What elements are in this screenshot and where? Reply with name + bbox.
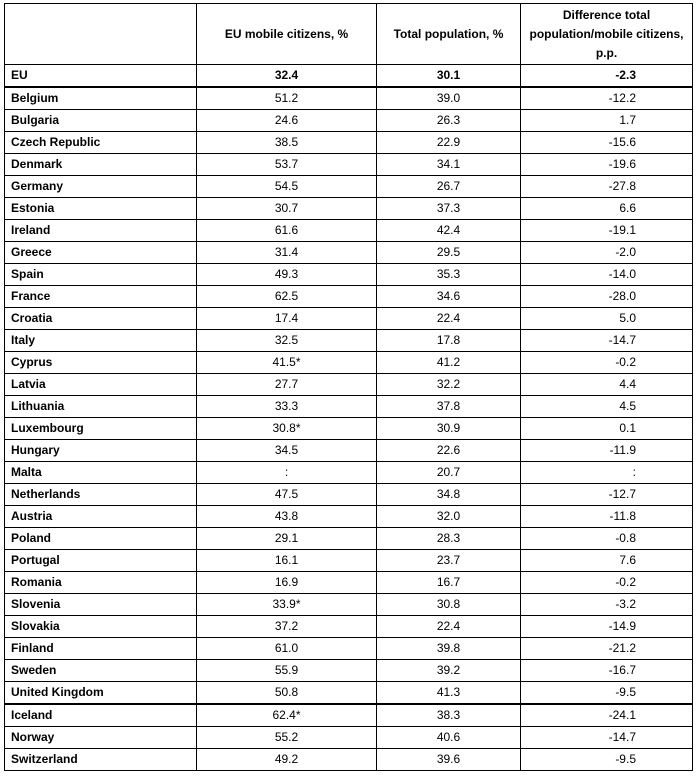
row-total-population: 37.3 <box>377 198 521 220</box>
row-country: Hungary <box>5 440 197 462</box>
header-mobile-citizens: EU mobile citizens, % <box>197 4 377 65</box>
row-country: EU <box>5 65 197 88</box>
row-difference: : <box>521 462 693 484</box>
row-difference: -14.7 <box>521 727 693 749</box>
row-difference: 4.5 <box>521 396 693 418</box>
table-row <box>5 286 693 308</box>
row-country: United Kingdom <box>5 682 197 705</box>
row-mobile-citizens: 50.8 <box>197 682 377 705</box>
row-country: Spain <box>5 264 197 286</box>
row-total-population: 38.3 <box>377 704 521 727</box>
row-difference: -3.2 <box>521 594 693 616</box>
header-country <box>5 4 197 65</box>
row-mobile-citizens: 53.7 <box>197 154 377 176</box>
row-country: Switzerland <box>5 749 197 771</box>
row-country: Croatia <box>5 308 197 330</box>
row-total-population: 22.9 <box>377 132 521 154</box>
row-country: Luxembourg <box>5 418 197 440</box>
row-total-population: 32.0 <box>377 506 521 528</box>
table-row <box>5 594 693 616</box>
row-mobile-citizens: 16.9 <box>197 572 377 594</box>
table-row <box>5 484 693 506</box>
row-total-population: 39.0 <box>377 87 521 110</box>
row-total-population: 34.8 <box>377 484 521 506</box>
row-total-population: 30.1 <box>377 65 521 88</box>
row-total-population: 34.6 <box>377 286 521 308</box>
table-row <box>5 462 693 484</box>
row-total-population: 41.2 <box>377 352 521 374</box>
row-difference: 5.0 <box>521 308 693 330</box>
row-country: Latvia <box>5 374 197 396</box>
row-difference: -2.3 <box>521 65 693 88</box>
row-total-population: 34.1 <box>377 154 521 176</box>
row-difference: -2.0 <box>521 242 693 264</box>
row-mobile-citizens: 37.2 <box>197 616 377 638</box>
row-country: Malta <box>5 462 197 484</box>
header-row <box>5 4 693 65</box>
row-difference: -12.2 <box>521 87 693 110</box>
row-mobile-citizens: 54.5 <box>197 176 377 198</box>
row-total-population: 40.6 <box>377 727 521 749</box>
table-row <box>5 638 693 660</box>
table-row <box>5 154 693 176</box>
table-row <box>5 418 693 440</box>
row-difference: -11.8 <box>521 506 693 528</box>
row-total-population: 22.6 <box>377 440 521 462</box>
row-mobile-citizens: 27.7 <box>197 374 377 396</box>
row-total-population: 23.7 <box>377 550 521 572</box>
row-country: Netherlands <box>5 484 197 506</box>
row-total-population: 41.3 <box>377 682 521 705</box>
row-country: Belgium <box>5 87 197 110</box>
row-mobile-citizens: 41.5* <box>197 352 377 374</box>
row-country: Italy <box>5 330 197 352</box>
row-difference: -0.8 <box>521 528 693 550</box>
row-difference: -0.2 <box>521 352 693 374</box>
row-mobile-citizens: 31.4 <box>197 242 377 264</box>
row-mobile-citizens: 61.6 <box>197 220 377 242</box>
table-row <box>5 198 693 220</box>
table-row <box>5 308 693 330</box>
row-country: Cyprus <box>5 352 197 374</box>
row-mobile-citizens: 49.3 <box>197 264 377 286</box>
table-header <box>5 4 693 65</box>
row-total-population: 37.8 <box>377 396 521 418</box>
table-row <box>5 550 693 572</box>
row-difference: -9.5 <box>521 749 693 771</box>
row-difference: -24.1 <box>521 704 693 727</box>
table-row <box>5 87 693 110</box>
row-total-population: 32.2 <box>377 374 521 396</box>
table-row <box>5 440 693 462</box>
row-difference: 0.1 <box>521 418 693 440</box>
row-country: Greece <box>5 242 197 264</box>
row-total-population: 39.6 <box>377 749 521 771</box>
row-country: Czech Republic <box>5 132 197 154</box>
row-mobile-citizens: 30.7 <box>197 198 377 220</box>
row-country: Finland <box>5 638 197 660</box>
table-row <box>5 374 693 396</box>
table-row <box>5 616 693 638</box>
table-row <box>5 242 693 264</box>
row-difference: -21.2 <box>521 638 693 660</box>
row-country: France <box>5 286 197 308</box>
row-difference: -14.7 <box>521 330 693 352</box>
table-row <box>5 682 693 705</box>
row-total-population: 26.7 <box>377 176 521 198</box>
row-mobile-citizens: 38.5 <box>197 132 377 154</box>
row-total-population: 42.4 <box>377 220 521 242</box>
row-country: Bulgaria <box>5 110 197 132</box>
row-total-population: 28.3 <box>377 528 521 550</box>
row-mobile-citizens: 43.8 <box>197 506 377 528</box>
row-mobile-citizens: 49.2 <box>197 749 377 771</box>
row-difference: -14.9 <box>521 616 693 638</box>
row-mobile-citizens: 62.4* <box>197 704 377 727</box>
row-country: Iceland <box>5 704 197 727</box>
row-mobile-citizens: 24.6 <box>197 110 377 132</box>
row-mobile-citizens: 55.2 <box>197 727 377 749</box>
row-total-population: 22.4 <box>377 616 521 638</box>
table-row <box>5 110 693 132</box>
row-mobile-citizens: 47.5 <box>197 484 377 506</box>
table-row <box>5 132 693 154</box>
row-difference: -19.6 <box>521 154 693 176</box>
row-total-population: 39.2 <box>377 660 521 682</box>
row-difference: 4.4 <box>521 374 693 396</box>
row-difference: -19.1 <box>521 220 693 242</box>
row-total-population: 30.9 <box>377 418 521 440</box>
row-mobile-citizens: 17.4 <box>197 308 377 330</box>
row-difference: -16.7 <box>521 660 693 682</box>
table-row <box>5 660 693 682</box>
row-country: Romania <box>5 572 197 594</box>
table-row <box>5 749 693 771</box>
row-mobile-citizens: 32.4 <box>197 65 377 88</box>
row-mobile-citizens: 33.9* <box>197 594 377 616</box>
table-row <box>5 396 693 418</box>
row-country: Germany <box>5 176 197 198</box>
row-country: Sweden <box>5 660 197 682</box>
row-mobile-citizens: 29.1 <box>197 528 377 550</box>
header-difference: Difference total population/mobile citizens, p.p. <box>521 4 693 65</box>
row-total-population: 39.8 <box>377 638 521 660</box>
row-mobile-citizens: 61.0 <box>197 638 377 660</box>
row-difference: 7.6 <box>521 550 693 572</box>
table-row <box>5 220 693 242</box>
row-mobile-citizens: 62.5 <box>197 286 377 308</box>
row-country: Slovenia <box>5 594 197 616</box>
row-country: Lithuania <box>5 396 197 418</box>
row-country: Slovakia <box>5 616 197 638</box>
table-row <box>5 727 693 749</box>
row-difference: -28.0 <box>521 286 693 308</box>
row-mobile-citizens: 16.1 <box>197 550 377 572</box>
table-row <box>5 506 693 528</box>
row-total-population: 16.7 <box>377 572 521 594</box>
row-mobile-citizens: 55.9 <box>197 660 377 682</box>
row-difference: -27.8 <box>521 176 693 198</box>
row-difference: -15.6 <box>521 132 693 154</box>
row-difference: 1.7 <box>521 110 693 132</box>
row-country: Poland <box>5 528 197 550</box>
row-total-population: 20.7 <box>377 462 521 484</box>
row-total-population: 30.8 <box>377 594 521 616</box>
table-row <box>5 264 693 286</box>
header-total-population: Total population, % <box>377 4 521 65</box>
table-row <box>5 352 693 374</box>
row-total-population: 29.5 <box>377 242 521 264</box>
table-row <box>5 528 693 550</box>
table-row <box>5 330 693 352</box>
row-mobile-citizens: : <box>197 462 377 484</box>
row-total-population: 35.3 <box>377 264 521 286</box>
row-difference: -12.7 <box>521 484 693 506</box>
row-country: Denmark <box>5 154 197 176</box>
row-country: Norway <box>5 727 197 749</box>
row-total-population: 17.8 <box>377 330 521 352</box>
row-mobile-citizens: 33.3 <box>197 396 377 418</box>
row-mobile-citizens: 30.8* <box>197 418 377 440</box>
table-row <box>5 572 693 594</box>
row-difference: 6.6 <box>521 198 693 220</box>
row-difference: -14.0 <box>521 264 693 286</box>
row-difference: -0.2 <box>521 572 693 594</box>
table-row <box>5 65 693 88</box>
row-difference: -9.5 <box>521 682 693 705</box>
row-country: Estonia <box>5 198 197 220</box>
row-country: Portugal <box>5 550 197 572</box>
data-table <box>4 3 693 771</box>
row-country: Austria <box>5 506 197 528</box>
row-country: Ireland <box>5 220 197 242</box>
table-body <box>5 65 693 771</box>
row-total-population: 22.4 <box>377 308 521 330</box>
table-row <box>5 176 693 198</box>
row-difference: -11.9 <box>521 440 693 462</box>
row-mobile-citizens: 34.5 <box>197 440 377 462</box>
row-total-population: 26.3 <box>377 110 521 132</box>
row-mobile-citizens: 32.5 <box>197 330 377 352</box>
row-mobile-citizens: 51.2 <box>197 87 377 110</box>
table-row <box>5 704 693 727</box>
